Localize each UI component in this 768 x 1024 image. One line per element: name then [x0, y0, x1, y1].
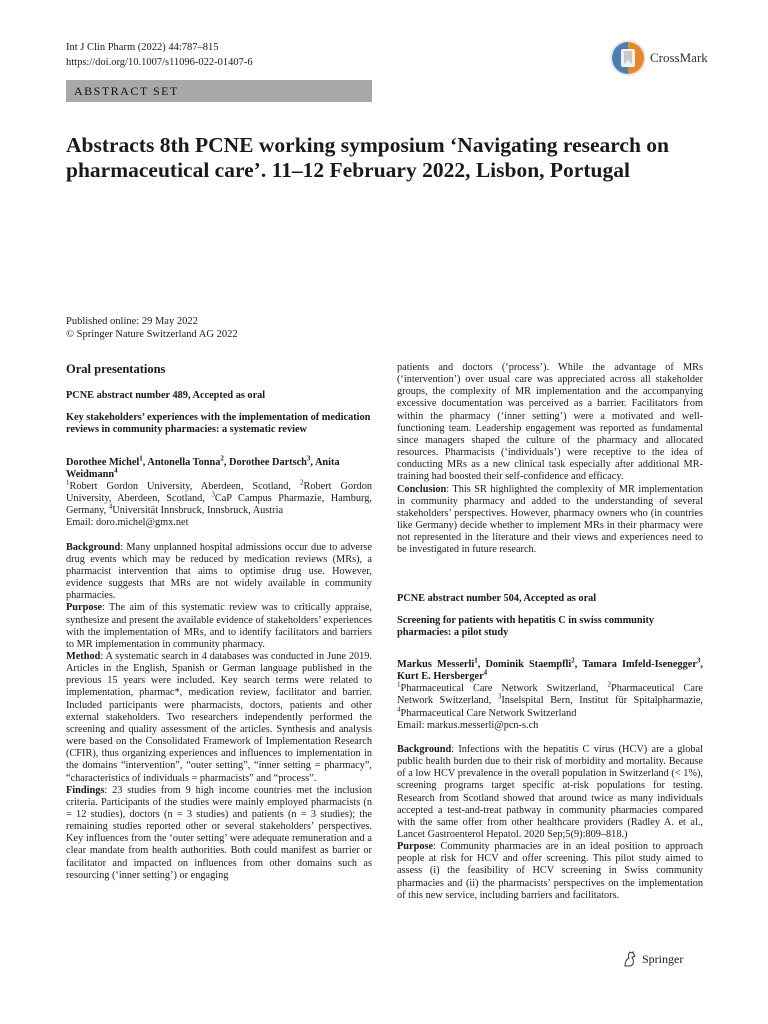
published-date: Published online: 29 May 2022: [66, 316, 198, 327]
right-column: [397, 362, 703, 902]
background-paragraph: Background: Many unplanned hospital admissions occur due to adverse drug events which may be reduced by medication reviews (MRs), a pharmacist intervention that aims to optimise drug use. However, evidence suggests that MRs are not widely available in community pharmacies.: [66, 541, 372, 602]
purpose-label: Purpose: [66, 602, 103, 614]
page-title: Abstracts 8th PCNE working symposium ‘Navigating research on pharmaceutical care’. 11–12 February 2022, Lisbon, Portugal: [66, 133, 670, 182]
publication-info: [66, 316, 238, 341]
author-name: Antonella Tonna: [147, 456, 221, 468]
background-label: Background: [66, 541, 121, 553]
conclusion-paragraph: Conclusion: This SR highlighted the complexity of MR implementation in community pharmacy and added to the understanding of several stakeholders’ perspectives. However, pharmacy owners who (in countries like Germany) decide whether to implement MRs in their pharmacy were not represented in the literature and their views and experiences need to be investigated in future research.: [397, 483, 703, 556]
findings-continued: patients and doctors (‘process’). While the advantage of MRs (‘intervention’) over usual care was appreciated across all stakeholder groups, the complexity of MR implementation and the accompanying excessive documentation was perceived as a barrier. Facilitators from within the pharmacy (‘inner setting’) were a motivated and well-functioning team. Leadership engagement was reported as fundamental since managers shaped the culture of the pharmacy and allocated resources. Pharmacists (‘individuals’) were receptive to the idea of conducting MRs as a new clinical task especially after additional MR-training had boosted their self-confidence and efficacy.: [397, 362, 703, 483]
method-paragraph: Method: A systematic search in 4 databases was conducted in June 2019. Articles in the English, Spanish or German language published in the previous 15 years were included. Key search terms were related to implementation, pharmac*, medication review, facilitator and barrier. Included participants were pharmacists, doctors, patients and other external stakeholders. Two researchers independently performed the screening and quality assessment of the articles. Synthesis and analysis were based on the Consolidated Framework of Implementation Research (CFIR), thus organizing experiences and influences to implementation in the domains “intervention”, “outer setting”, “inner setting = pharmacy”, “characteristics of individuals = pharmacists” and “process”.: [66, 650, 372, 784]
affiliation: Pharmaceutical Care Network Switzerland,: [397, 683, 703, 707]
author-name: Dominik Staempfli: [485, 658, 572, 670]
author-name: Dorothee Dartsch: [229, 456, 307, 468]
affiliation: Universität Innsbruck, Innsbruck, Austria: [112, 505, 284, 517]
author-name: Markus Messerli: [397, 658, 475, 670]
affiliations: $^1$Robert Gordon University, Aberdeen, Scotland, $^2$Robert Gordon University, Aberdeen, Scotland, $^3$CaP Campus Pharmazie, Hamburg, Germany, $^4$Universität Innsbruck, Innsbruck, Austria: [66, 478, 373, 517]
crossmark-label: CrossMark: [650, 50, 708, 65]
left-column: [66, 363, 372, 882]
crossmark-icon: [610, 38, 646, 78]
background-paragraph: Background: Infections with the hepatitis C virus (HCV) are a global public health burden due to their risk of morbidity and mortality. Because of a low HCV prevalence in the overall population in Switzerland (< 1%), screening programs target specific at-risk populations for testing. Research from Scotland showed that around twice as many individuals accepted a test-and-treat pathway in community pharmacies compared with the same offer from other healthcare providers (Radley A. et al., Lancet Gastroenterol Hepatol. 2020 Sep;5(9):809–818.): [397, 743, 703, 840]
springer-horse-icon: [622, 950, 638, 968]
affiliation: Inselspital Bern, Institut für Spitalpharmazie,: [501, 695, 704, 707]
doi-link[interactable]: https://doi.org/10.1007/s11096-022-01407-6: [66, 57, 253, 68]
author-list: Dorothee Michel$^1$, Antonella Tonna$^2$, Dorothee Dartsch$^3$, Anita Weidmann$^4$: [66, 454, 340, 480]
author-sup: 3: [306, 454, 311, 463]
author-email[interactable]: Email: doro.michel@gmx.net: [66, 517, 189, 529]
author-list: Markus Messerli$^1$, Dominik Staempfli$^2$, Tamara Imfeld-Isenegger$^3$, Kurt E. Hersberger$^4$: [397, 656, 703, 683]
abstract-title: Screening for patients with hepatitis C in swiss community pharmacies: a pilot study: [397, 614, 655, 638]
author-name: Kurt E. Hersberger: [397, 671, 484, 683]
author-name: Dorothee Michel: [66, 456, 140, 468]
findings-text: : 23 studies from 9 high income countries met the inclusion criteria. Participants of the studies were mainly employed pharmacists (n = 12 studies), doctors (n = 3 studies) and patients (n = 3 studies); the remaining studies reported other or several stakeholders’ perspectives. Key influences from the ‘outer setting’ were adequate remuneration and a clear mandate from health authorities. Both could manifest as barrier or facilitator and impacted on influences from other domains such as resourcing (‘inner setting’) or engaging: [66, 784, 372, 881]
publisher-logo: [622, 950, 683, 968]
findings-label: Findings: [66, 784, 105, 796]
journal-citation: [66, 40, 253, 70]
abstract-title: Key stakeholders’ experiences with the implementation of medication reviews in community pharmacies: a systematic review: [66, 412, 371, 436]
affiliations: $^1$Pharmaceutical Care Network Switzerland, $^2$Pharmaceutical Care Network Switzerland, $^3$Inselspital Bern, Institut für Spitalpharmazie, $^4$Pharmaceutical Care Network Switzerland: [397, 680, 704, 719]
author-sup: 3: [696, 656, 701, 665]
author-sup: 4: [483, 668, 488, 677]
copyright: © Springer Nature Switzerland AG 2022: [66, 328, 238, 340]
author-sup: 4: [114, 466, 118, 475]
article-type-banner: ABSTRACT SET: [66, 80, 372, 102]
abstract-number: PCNE abstract number 489, Accepted as oral: [66, 390, 266, 402]
purpose-paragraph: Purpose: The aim of this systematic review was to critically appraise, synthesize and present the available evidence of stakeholders’ experiences with the implementation of MRs, and to identify facilitators and barriers to MR implementation in community pharmacy.: [66, 602, 372, 650]
author-sup: 2: [571, 656, 575, 665]
author-sup: 1: [474, 656, 478, 665]
author-sup: 1: [139, 454, 143, 463]
findings-paragraph: [66, 785, 372, 882]
author-name: Anita Weidmann: [66, 456, 340, 480]
affiliation: Robert Gordon University, Aberdeen, Scotland,: [69, 480, 301, 492]
author-email[interactable]: Email: markus.messerli@pcn-s.ch: [397, 719, 539, 731]
publisher-name: Springer: [642, 951, 684, 966]
crossmark-badge[interactable]: [610, 38, 708, 78]
section-title: Oral presentations: [66, 362, 166, 376]
abstract-number: PCNE abstract number 504, Accepted as oral: [397, 592, 597, 604]
affiliation: Robert Gordon University, Aberdeen, Scotland,: [66, 480, 373, 505]
affiliation: Pharmaceutical Care Network Switzerland: [400, 707, 577, 719]
affiliation: Pharmaceutical Care Network Switzerland,: [400, 683, 608, 695]
affiliation: CaP Campus Pharmazie, Hamburg, Germany,: [66, 493, 372, 517]
author-name: Tamara Imfeld-Isenegger: [582, 658, 697, 670]
conclusion-label: Conclusion: [397, 483, 447, 495]
background-label: Background: [397, 743, 452, 755]
method-label: Method: [66, 650, 101, 662]
author-sup: 2: [220, 454, 224, 463]
purpose-paragraph: Purpose: Community pharmacies are in an ideal position to approach people at risk for HCV and offer screening. This pilot study aimed to assess (i) the feasibility of HCV screening in Swiss community pharmacies and (ii) the pharmacists’ perspectives on the implementation of this new service, including barriers and facilitators.: [397, 841, 703, 901]
purpose-label: Purpose: [397, 841, 434, 853]
journal-line: Int J Clin Pharm (2022) 44:787–815: [66, 42, 219, 53]
